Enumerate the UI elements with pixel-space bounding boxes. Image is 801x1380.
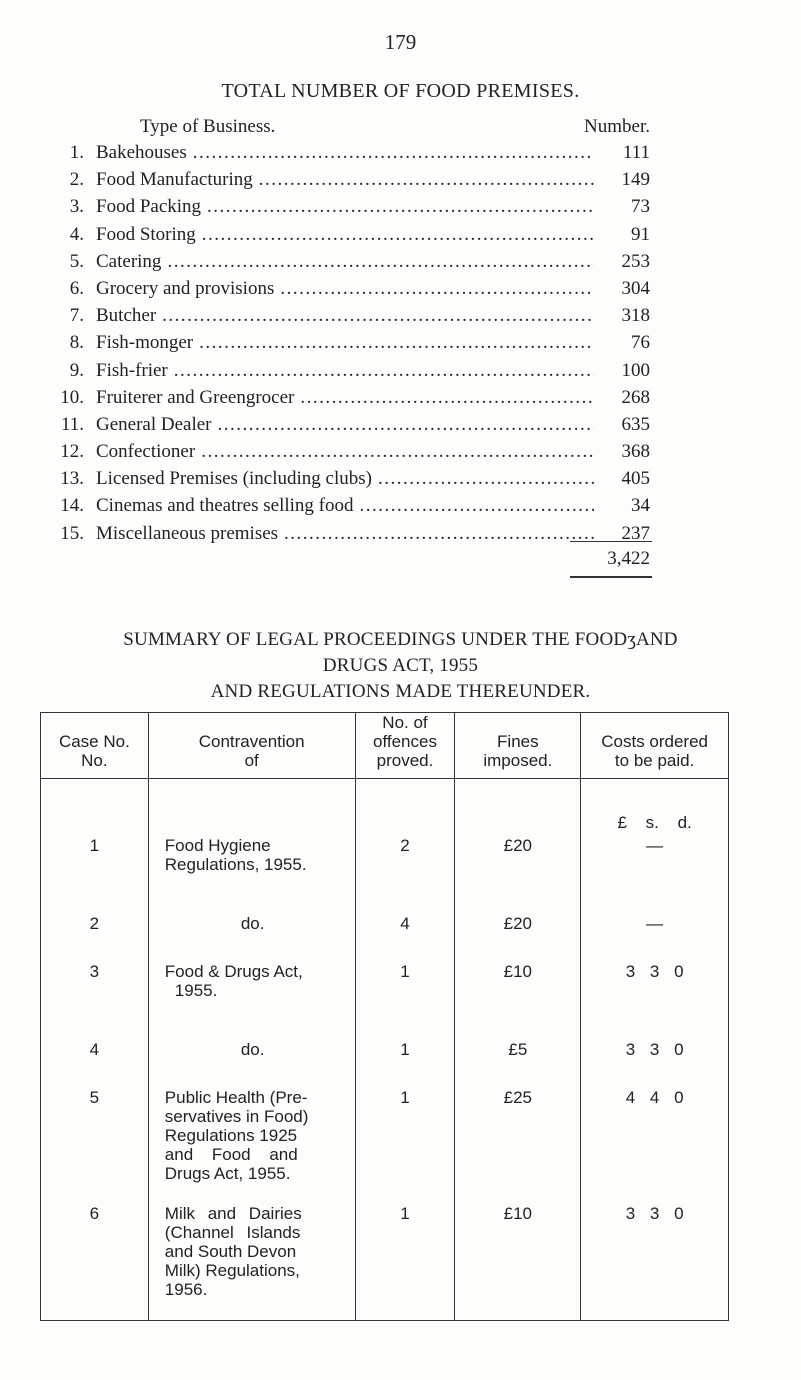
item-index: 1. <box>69 142 84 163</box>
list-item <box>40 169 650 196</box>
header-case-no <box>41 713 149 779</box>
case-number: 3 <box>41 958 149 1036</box>
header-text: No. <box>81 751 108 770</box>
table-row <box>41 910 729 958</box>
header-text: to be paid. <box>614 751 695 770</box>
table-row <box>41 1036 729 1084</box>
contravention-line: Drugs Act, 1955. <box>164 1164 291 1183</box>
list-item <box>40 468 650 495</box>
header-text: No. of <box>382 713 428 732</box>
list-item <box>40 305 650 332</box>
costs-unit-label: £ s. d. <box>581 779 729 833</box>
header-fines <box>455 713 581 779</box>
item-number: 76 <box>631 332 650 354</box>
list-item <box>40 251 650 278</box>
item-index: 9. <box>69 359 84 381</box>
contravention <box>148 1036 355 1084</box>
offences-proved: 1 <box>355 1084 455 1200</box>
item-name: Grocery and provisions <box>96 277 275 299</box>
item-number: 368 <box>621 441 650 463</box>
item-name: Fish-frier <box>96 359 168 381</box>
item-index: 4. <box>69 223 84 245</box>
header-text: offences <box>372 732 437 751</box>
header-contravention <box>148 713 355 779</box>
item-name: Confectioner <box>96 441 196 463</box>
list-item <box>40 360 650 387</box>
empty-cell <box>148 779 355 833</box>
dot-leader <box>300 387 594 409</box>
item-number: 405 <box>621 468 650 490</box>
fines-imposed: £10 <box>455 1200 581 1320</box>
item-name: Butcher <box>96 305 157 327</box>
empty-cell <box>455 779 581 833</box>
summary-heading <box>0 627 801 705</box>
item-name: Cinemas and theatres selling food <box>96 495 354 517</box>
contravention-line: do. <box>240 914 265 933</box>
contravention-line: and South Devon <box>164 1242 297 1261</box>
item-number: 253 <box>621 250 650 272</box>
dot-leader <box>201 441 594 463</box>
contravention-line: Milk) Regulations, <box>164 1261 300 1280</box>
offences-proved: 4 <box>355 910 455 958</box>
case-number: 1 <box>41 832 149 910</box>
header-text: Case No. <box>58 732 130 751</box>
empty-cell <box>355 779 455 833</box>
item-number: 304 <box>621 277 650 299</box>
dot-leader <box>360 495 595 517</box>
item-name: Miscellaneous premises <box>96 522 279 544</box>
offences-proved: 1 <box>355 1200 455 1320</box>
item-index: 14. <box>60 495 84 517</box>
summary-line: AND REGULATIONS MADE THEREUNDER. <box>210 681 591 702</box>
costs-ordered: — <box>581 910 729 958</box>
item-index: 7. <box>69 305 84 327</box>
header-offences <box>355 713 455 779</box>
item-index: 13. <box>60 468 84 490</box>
item-number: 318 <box>621 305 650 327</box>
dot-leader <box>378 468 594 490</box>
item-index: 15. <box>60 522 84 544</box>
contravention-line: Regulations, 1955. <box>164 855 307 874</box>
item-index: 11. <box>60 413 84 435</box>
legal-proceedings-table <box>40 712 729 1321</box>
dot-leader <box>174 360 594 382</box>
contravention-line: 1955. <box>174 981 218 1000</box>
header-costs <box>581 713 729 779</box>
item-number: 34 <box>631 495 650 517</box>
item-name: Licensed Premises (including clubs) <box>96 468 372 490</box>
dot-leader <box>218 414 594 436</box>
list-item <box>40 332 650 359</box>
item-number: 237 <box>621 522 650 544</box>
dot-leader <box>199 332 594 354</box>
item-name: General Dealer <box>96 413 212 435</box>
list-item <box>40 523 650 550</box>
contravention-line: do. <box>240 1040 265 1059</box>
table-header-row <box>41 713 729 779</box>
item-name: Food Manufacturing <box>96 169 253 191</box>
table-units-row <box>41 779 729 833</box>
fines-imposed: £20 <box>455 832 581 910</box>
contravention <box>148 1084 355 1200</box>
item-number: 149 <box>621 169 650 191</box>
item-index: 3. <box>69 196 84 218</box>
table-row <box>41 1084 729 1200</box>
total-rule-bottom <box>570 576 652 578</box>
contravention-line: 1956. <box>164 1280 208 1299</box>
header-text: Costs ordered <box>601 732 709 751</box>
contravention-line: servatives in Food) <box>164 1107 309 1126</box>
case-number: 4 <box>41 1036 149 1084</box>
header-text: Fines <box>497 732 539 751</box>
dot-leader <box>193 142 594 164</box>
contravention <box>148 832 355 910</box>
table-row <box>41 832 729 910</box>
contravention-line: Regulations 1925 <box>164 1126 298 1145</box>
case-number: 5 <box>41 1084 149 1200</box>
list-item <box>40 441 650 468</box>
total-rule-top <box>570 541 652 542</box>
offences-proved: 1 <box>355 1036 455 1084</box>
item-number: 100 <box>621 359 650 381</box>
dot-leader <box>202 224 594 246</box>
list-item <box>40 224 650 251</box>
contravention-line: and Food and <box>164 1145 298 1164</box>
fines-imposed: £5 <box>455 1036 581 1084</box>
table-row <box>41 958 729 1036</box>
costs-ordered: 3 3 0 <box>581 1036 729 1084</box>
costs-ordered: 3 3 0 <box>581 958 729 1036</box>
item-index: 2. <box>69 169 84 191</box>
dot-leader <box>207 196 594 218</box>
contravention-line: Food & Drugs Act, <box>164 962 303 981</box>
costs-ordered: — <box>581 832 729 910</box>
item-name: Catering <box>96 250 162 272</box>
contravention <box>148 910 355 958</box>
list-item <box>40 142 650 169</box>
header-text: imposed. <box>483 751 553 770</box>
item-name: Fruiterer and Greengrocer <box>96 386 295 408</box>
dot-leader <box>162 305 594 327</box>
item-name: Food Storing <box>96 223 196 245</box>
header-text: Contravention <box>198 732 305 751</box>
costs-ordered: 3 3 0 <box>581 1200 729 1320</box>
header-text: of <box>244 751 259 770</box>
fines-imposed: £25 <box>455 1084 581 1200</box>
empty-cell <box>41 779 149 833</box>
item-index: 5. <box>69 250 84 272</box>
table-row <box>41 1200 729 1320</box>
contravention-line: Public Health (Pre- <box>164 1088 308 1107</box>
number-heading: Number. <box>584 116 650 137</box>
offences-proved: 1 <box>355 958 455 1036</box>
page-title: TOTAL NUMBER OF FOOD PREMISES. <box>221 80 580 102</box>
offences-proved: 2 <box>355 832 455 910</box>
summary-line: SUMMARY OF LEGAL PROCEEDINGS UNDER THE FOODʒAND <box>123 629 678 650</box>
list-item <box>40 278 650 305</box>
item-index: 6. <box>69 277 84 299</box>
contravention-line: Food Hygiene <box>164 836 271 855</box>
dot-leader <box>284 523 594 545</box>
case-number: 2 <box>41 910 149 958</box>
contravention-line: Milk and Dairies <box>164 1204 302 1223</box>
dot-leader <box>259 169 594 191</box>
fines-imposed: £20 <box>455 910 581 958</box>
summary-line: DRUGS ACT, 1955 <box>322 655 479 676</box>
item-index: 12. <box>60 441 84 463</box>
dot-leader <box>167 251 594 273</box>
page-number: 179 <box>384 30 417 54</box>
header-text: proved. <box>376 751 434 770</box>
list-item <box>40 495 650 522</box>
item-number: 268 <box>621 386 650 408</box>
item-number: 635 <box>621 413 650 435</box>
item-name: Bakehouses <box>96 142 187 163</box>
item-name: Fish-monger <box>96 332 194 354</box>
item-index: 8. <box>69 332 84 354</box>
costs-ordered: 4 4 0 <box>581 1084 729 1200</box>
premises-total: 3,422 <box>607 548 650 569</box>
list-item <box>40 387 650 414</box>
dot-leader <box>280 278 594 300</box>
type-of-business-heading: Type of Business. <box>140 116 276 137</box>
case-number: 6 <box>41 1200 149 1320</box>
contravention <box>148 958 355 1036</box>
item-number: 111 <box>622 142 650 163</box>
item-name: Food Packing <box>96 196 202 218</box>
contravention <box>148 1200 355 1320</box>
item-index: 10. <box>60 386 84 408</box>
contravention-line: (Channel Islands <box>164 1223 301 1242</box>
list-item <box>40 196 650 223</box>
item-number: 91 <box>631 223 650 245</box>
list-item <box>40 414 650 441</box>
fines-imposed: £10 <box>455 958 581 1036</box>
premises-list <box>40 142 650 550</box>
item-number: 73 <box>631 196 650 218</box>
